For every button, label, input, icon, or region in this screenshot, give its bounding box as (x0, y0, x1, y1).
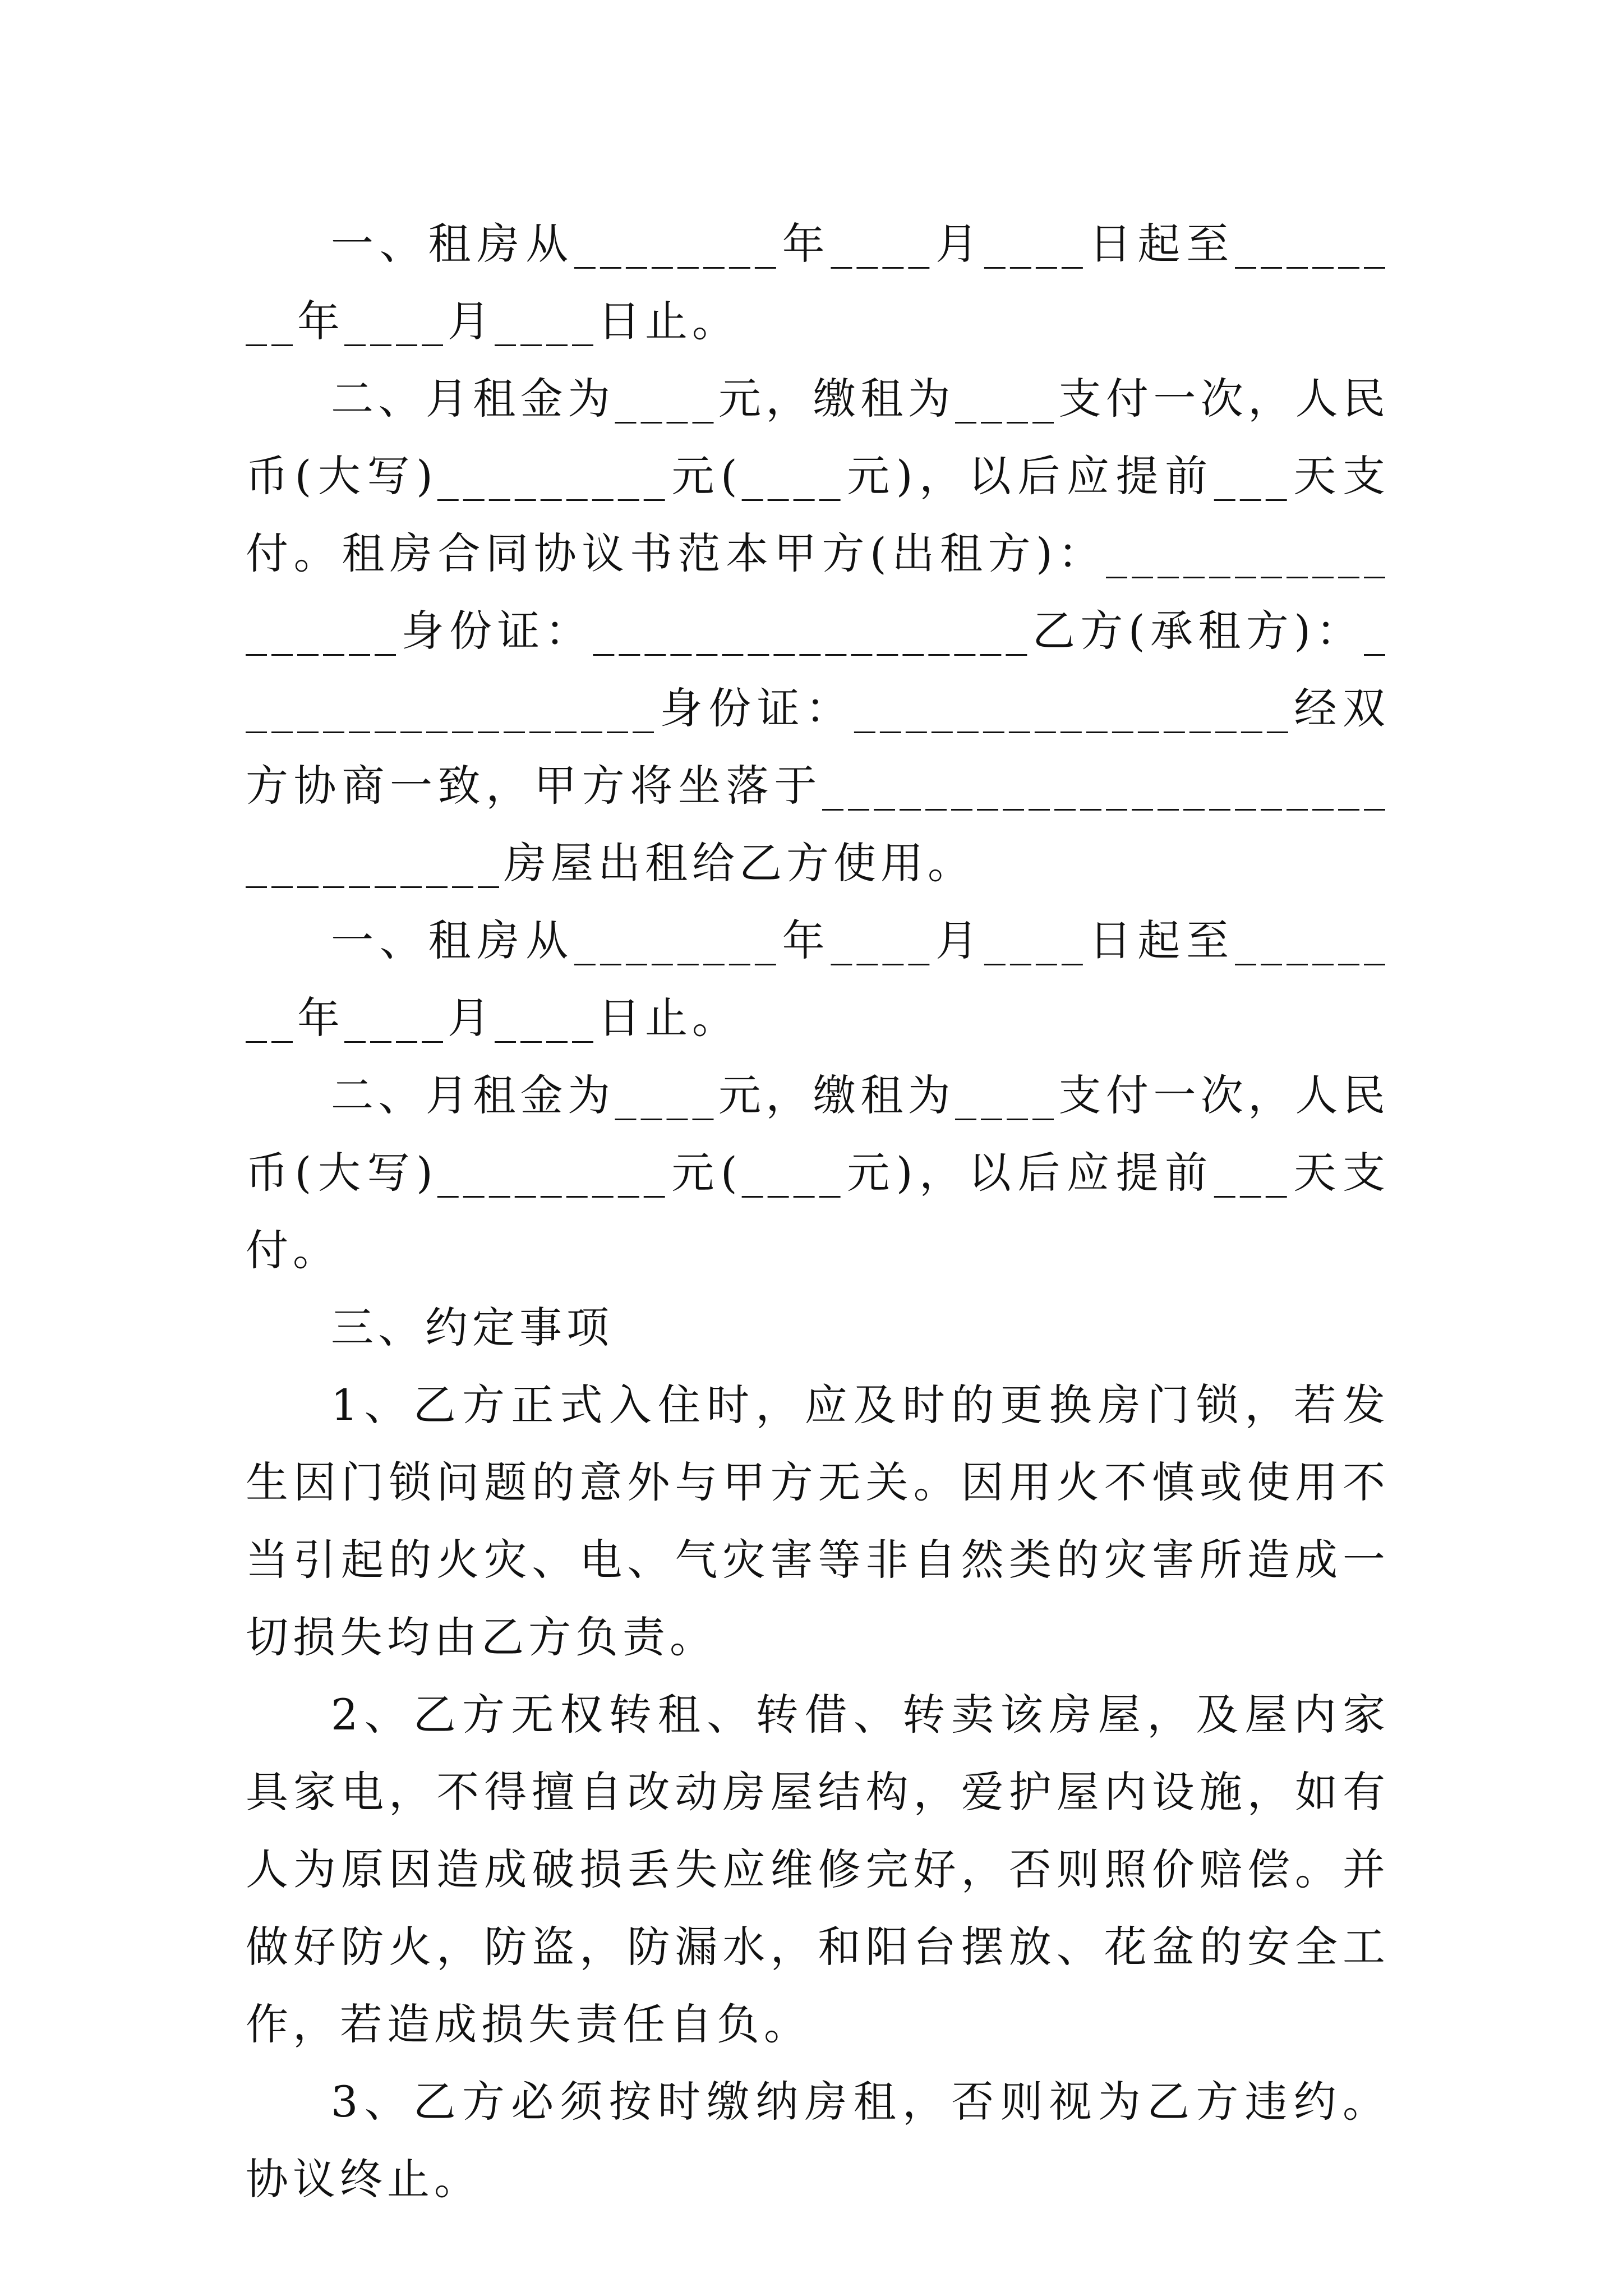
document-body (246, 205, 1390, 2218)
clause-2-paragraph: 2、乙方无权转租、转借、转卖该房屋，及屋内家具家电，不得擅自改动房屋结构，爱护屋内设施，如有人为原因造成破损丢失应维修完好，否则照价赔偿。并做好防火，防盗，防漏水，和阳台摆放、花盆的安全工作，若造成损失责任自负。 (246, 1690, 1390, 2049)
agreed-matters-heading: 三、约定事项 (331, 1303, 614, 1352)
rental-period-paragraph: 一、租房从________年____月____日起至________年____月____日止。 (246, 219, 1390, 346)
clause-1-paragraph: 1、乙方正式入住时，应及时的更换房门锁，若发生因门锁问题的意外与甲方无关。因用火不慎或使用不当引起的火灾、电、气灾害等非自然类的灾害所造成一切损失均由乙方负责。 (246, 1380, 1390, 1662)
rent-payment-paragraph: 二、月租金为____元，缴租为____支付一次，人民币(大写)_________元(____元)，以后应提前___天支付。 (246, 1070, 1390, 1275)
rent-and-parties-paragraph: 二、月租金为____元，缴租为____支付一次，人民币(大写)_________元(____元)，以后应提前___天支付。租房合同协议书范本甲方(出租方)：_________________身份证：_________________乙方(承租方)：_________________身份证：_________________经双方协商一致，甲方将坐落于________________________________房屋出租给乙方使用。 (246, 374, 1390, 888)
clause-3-paragraph: 3、乙方必须按时缴纳房租，否则视为乙方违约。协议终止。 (246, 2077, 1390, 2204)
rental-period-paragraph-repeat: 一、租房从________年____月____日起至________年____月____日止。 (246, 915, 1390, 1043)
